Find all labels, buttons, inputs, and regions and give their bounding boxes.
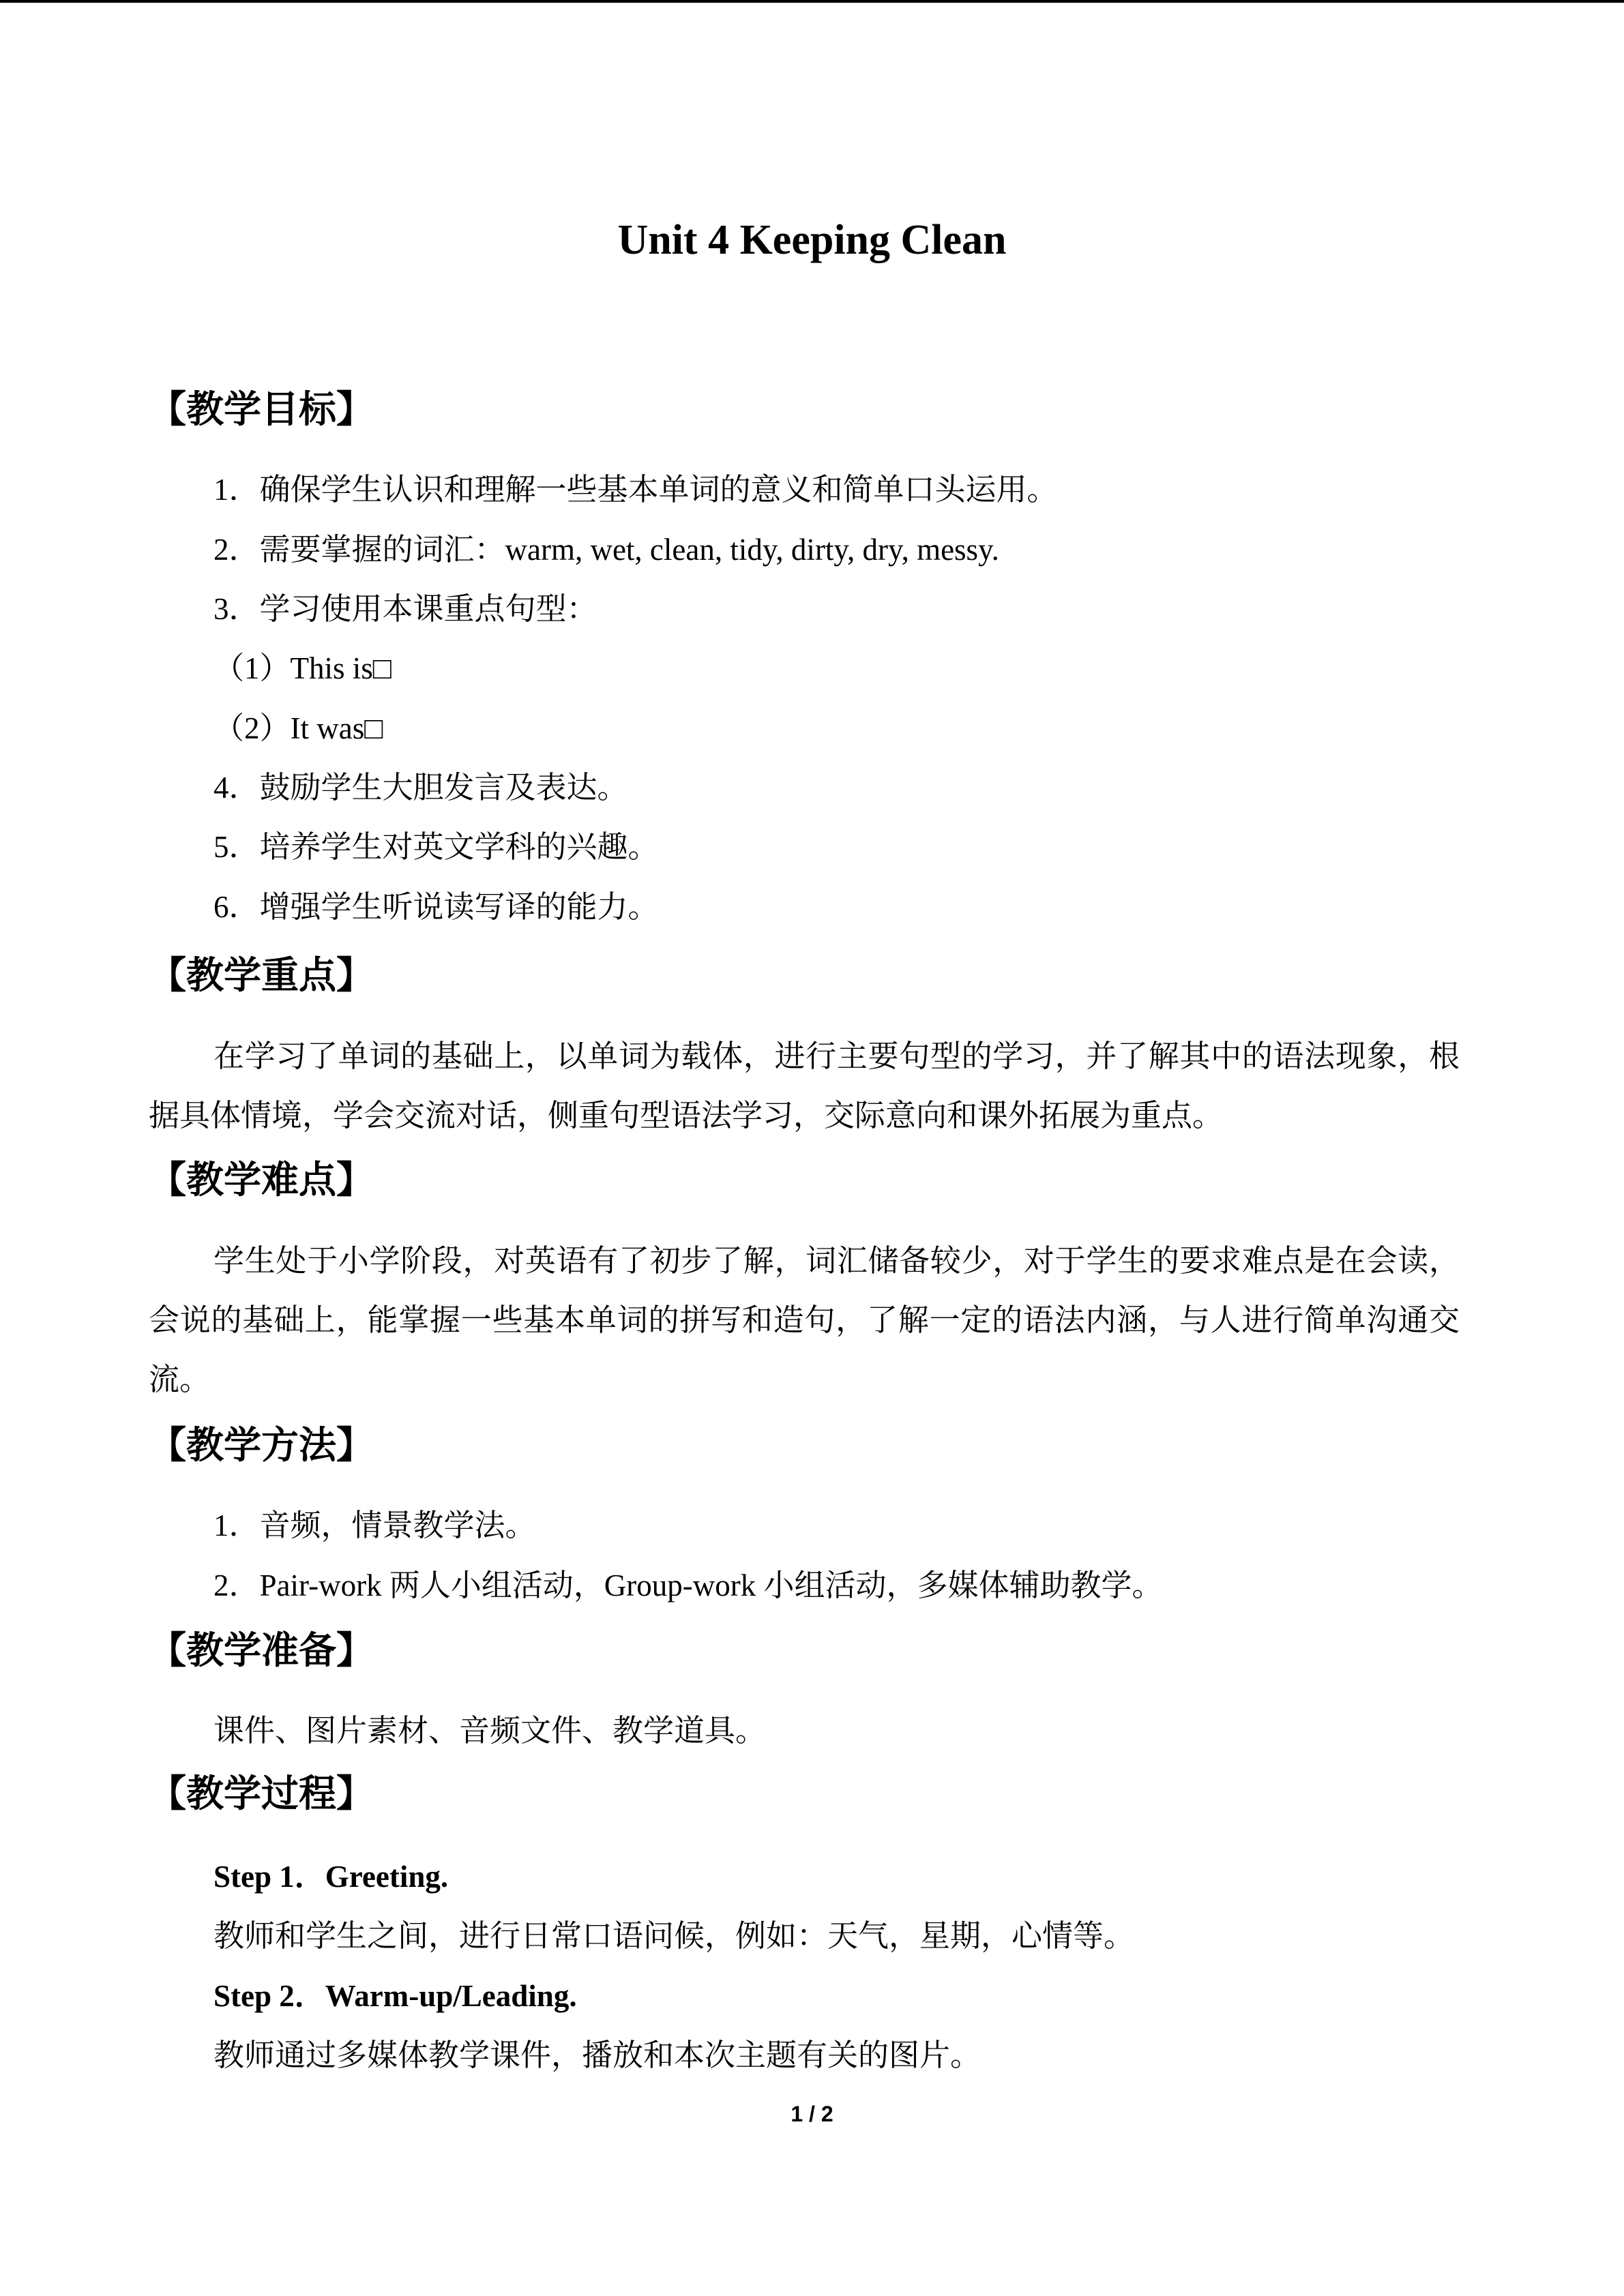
objective-item: 5．培养学生对英文学科的兴趣。 bbox=[213, 830, 659, 864]
document-title: Unit 4 Keeping Clean bbox=[617, 217, 1007, 263]
method-item: 1．音频，情景教学法。 bbox=[213, 1508, 536, 1542]
key-points-text: 在学习了单词的基础上，以单词为载体，进行主要句型的学习，并了解其中的语法现象，根据具体情境，学会交流对话，侧重句型语法学习，交际意向和课外拓展为重点。 bbox=[149, 1039, 1460, 1133]
method-item: 2．Pair-work 两人小组活动，Group-work 小组活动，多媒体辅助教学。 bbox=[213, 1568, 1163, 1602]
heading-methods: 【教学方法】 bbox=[149, 1423, 374, 1467]
step-title: Step 1．Greeting. bbox=[213, 1860, 449, 1894]
objective-item: 2．需要掌握的词汇：warm, wet, clean, tidy, dirty, dry, messy. bbox=[213, 533, 999, 567]
step-text: 教师和学生之间，进行日常口语问候，例如：天气，星期，心情等。 bbox=[213, 1919, 1135, 1953]
top-border bbox=[0, 0, 1624, 3]
heading-objectives: 【教学目标】 bbox=[149, 387, 374, 431]
objective-subitem: （1）This is□ bbox=[213, 651, 392, 685]
objective-item: 4．鼓励学生大胆发言及表达。 bbox=[213, 771, 628, 805]
heading-key-points: 【教学重点】 bbox=[149, 953, 374, 997]
difficulties-text: 学生处于小学阶段，对英语有了初步了解，词汇储备较少，对于学生的要求难点是在会读，会说的基础上，能掌握一些基本单词的拼写和造句，了解一定的语法内涵，与人进行简单沟通交流。 bbox=[149, 1244, 1460, 1397]
step-title: Step 2．Warm-up/Leading. bbox=[213, 1979, 577, 2013]
objective-subitem: （2）It was□ bbox=[213, 711, 383, 745]
heading-difficulties: 【教学难点】 bbox=[149, 1158, 374, 1202]
objective-item: 6．增强学生听说读写译的能力。 bbox=[213, 890, 659, 924]
heading-preparation: 【教学准备】 bbox=[149, 1628, 374, 1672]
preparation-text: 课件、图片素材、音频文件、教学道具。 bbox=[213, 1714, 767, 1748]
heading-process: 【教学过程】 bbox=[149, 1772, 374, 1815]
page-number: 1 / 2 bbox=[791, 2102, 833, 2126]
objective-item: 1．确保学生认识和理解一些基本单词的意义和简单口头运用。 bbox=[213, 473, 1058, 507]
objective-item: 3．学习使用本课重点句型： bbox=[213, 592, 597, 626]
step-text: 教师通过多媒体教学课件，播放和本次主题有关的图片。 bbox=[213, 2038, 981, 2072]
